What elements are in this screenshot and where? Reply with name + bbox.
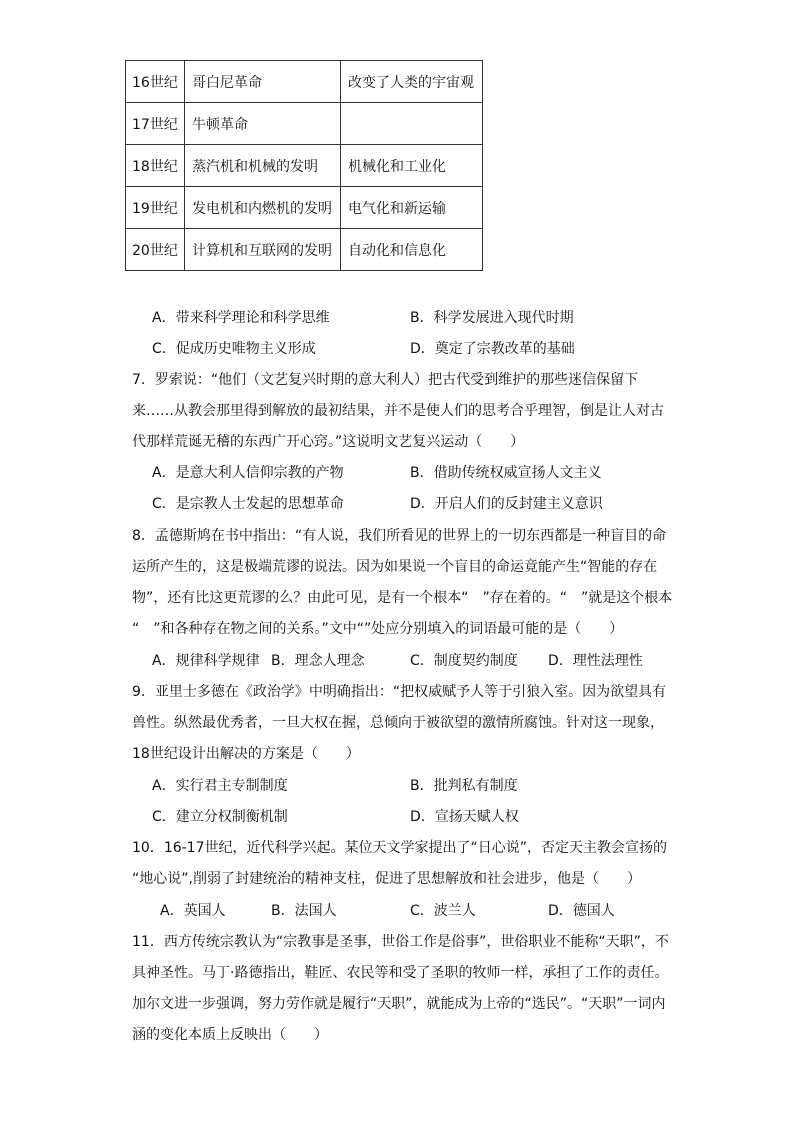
q6-option-a: A．带来科学理论和科学思维 <box>152 310 330 326</box>
q9-stem-line: 兽性。纵然最优秀者，一旦大权在握，总倾向于被欲望的激情所腐蚀。针对这一现象， <box>132 715 664 731</box>
q8-option-b: B．理念人理念 <box>271 653 365 669</box>
table-cell: 改变了人类的宇宙观 <box>341 61 483 103</box>
q8-stem-line: 运所产生的，这是极端荒谬的说法。因为如果说一个盲目的命运竟能产生“智能的存在 <box>132 559 658 575</box>
q8-option-c: C．制度契约制度 <box>410 653 518 669</box>
table-row <box>126 187 483 229</box>
q7-option-c: C．是宗教人士发起的思想革命 <box>152 496 344 512</box>
science-revolution-table <box>125 60 483 271</box>
q11-stem-line: 具神圣性。马丁·路德指出，鞋匠、农民等和受了圣职的牧师一样，承担了工作的责任。 <box>132 965 669 981</box>
q10-option-c: C．波兰人 <box>410 903 476 919</box>
q8-option-a: A．规律科学规律 <box>152 653 260 669</box>
q9-stem-line: 18世纪设计出解决的方案是（ ） <box>132 746 360 762</box>
table-cell: 电气化和新运输 <box>341 187 483 229</box>
q8-option-d: D．理性法理性 <box>548 653 643 669</box>
table-cell: 发电机和内燃机的发明 <box>185 187 341 229</box>
table-cell <box>341 103 483 145</box>
table-cell: 18世纪 <box>126 145 185 187</box>
q9-option-b: B．批判私有制度 <box>410 778 518 794</box>
q10-option-d: D．德国人 <box>548 903 615 919</box>
q8-stem-line: “ ”和各种存在物之间的关系。”文中“”处应分别填入的词语最可能的是（ ） <box>132 621 624 637</box>
table-cell: 计算机和互联网的发明 <box>185 229 341 271</box>
q9-option-d: D．宣扬天赋人权 <box>410 809 519 825</box>
table-cell: 17世纪 <box>126 103 185 145</box>
table-row <box>126 145 483 187</box>
q8-stem-line: 物”，还有比这更荒谬的么？由此可见，是有一个根本“ ”存在着的。“ ”就是这个根本 <box>132 590 673 606</box>
table-cell: 自动化和信息化 <box>341 229 483 271</box>
q7-option-b: B．借助传统权威宣扬人文主义 <box>410 465 602 481</box>
q10-option-b: B．法国人 <box>271 903 337 919</box>
q11-stem-line: 加尔文进一步强调，努力劳作就是履行“天职”，就能成为上帝的“选民”。“天职”一词内 <box>132 996 666 1012</box>
q9-stem-line: 9．亚里士多德在《政治学》中明确指出：“把权威赋予人等于引狼入室。因为欲望具有 <box>132 684 667 700</box>
table-row <box>126 229 483 271</box>
q7-stem-line: 7．罗索说：“他们（文艺复兴时期的意大利人）把古代受到维护的那些迷信保留下 <box>132 372 639 388</box>
q9-option-c: C．建立分权制衡机制 <box>152 809 288 825</box>
table-cell: 19世纪 <box>126 187 185 229</box>
q10-stem-line: “地心说”,削弱了封建统治的精神支柱，促进了思想解放和社会进步，他是（ ） <box>132 871 641 887</box>
table-row <box>126 61 483 103</box>
q10-option-a: A．英国人 <box>160 903 226 919</box>
table-cell: 20世纪 <box>126 229 185 271</box>
table-cell: 16世纪 <box>126 61 185 103</box>
table-cell: 蒸汽机和机械的发明 <box>185 145 341 187</box>
q8-stem-line: 8．孟德斯鸠在书中指出：“有人说，我们所看见的世界上的一切东西都是一种盲目的命 <box>132 528 667 544</box>
q10-stem-line: 10．16-17世纪，近代科学兴起。某位天文学家提出了“日心说”，否定天主教会宣扬的 <box>132 840 667 856</box>
q7-stem-line: 来……从教会那里得到解放的最初结果，并不是使人们的思考合乎理智，倒是让人对古 <box>132 403 664 419</box>
table-cell: 哥白尼革命 <box>185 61 341 103</box>
q9-option-a: A．实行君主专制制度 <box>152 778 288 794</box>
q7-option-d: D．开启人们的反封建主义意识 <box>410 496 603 512</box>
q11-stem-line: 涵的变化本质上反映出（ ） <box>132 1027 328 1043</box>
table-row <box>126 103 483 145</box>
q6-option-c: C．促成历史唯物主义形成 <box>152 341 316 357</box>
table-cell: 牛顿革命 <box>185 103 341 145</box>
q7-option-a: A．是意大利人信仰宗教的产物 <box>152 465 344 481</box>
q7-stem-line: 代那样荒诞无稽的东西广开心窍。”这说明文艺复兴运动（ ） <box>132 434 525 450</box>
q11-stem-line: 11．西方传统宗教认为“宗教事是圣事，世俗工作是俗事”，世俗职业不能称“天职”，不 <box>132 934 669 950</box>
q6-option-d: D．奠定了宗教改革的基础 <box>410 341 575 357</box>
q6-option-b: B．科学发展进入现代时期 <box>410 310 574 326</box>
table-cell: 机械化和工业化 <box>341 145 483 187</box>
